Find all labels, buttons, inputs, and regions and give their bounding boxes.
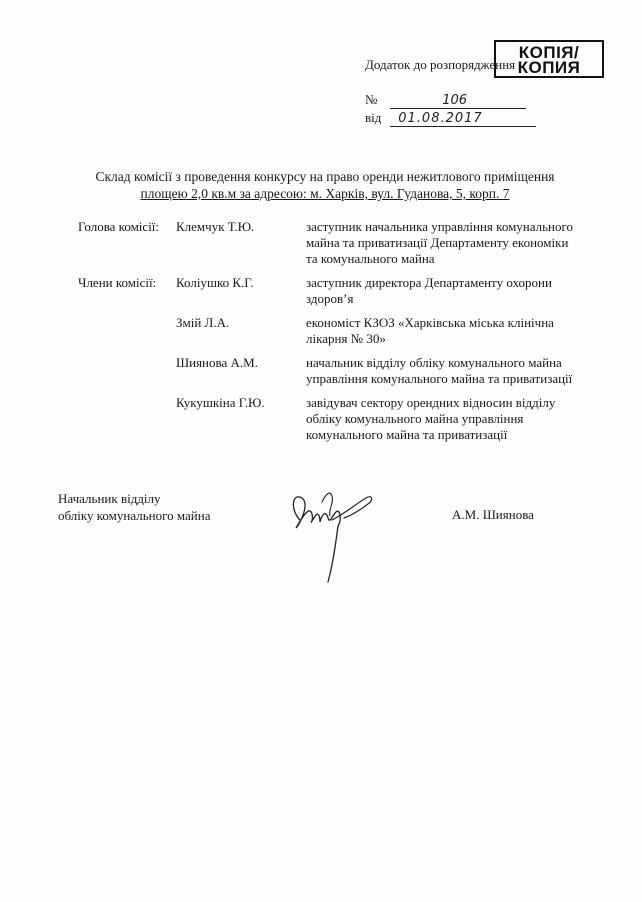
number-value: 106 bbox=[390, 94, 526, 109]
commission-list bbox=[78, 219, 598, 451]
member-name: Шиянова А.М. bbox=[176, 355, 258, 370]
signatory-title-line-2: обліку комунального майна bbox=[58, 508, 211, 523]
signatory-title-line-1: Начальник відділу bbox=[58, 491, 161, 506]
commission-row bbox=[78, 275, 598, 307]
member-position: начальник відділу обліку комунального майна управління комунального майна та приватизації bbox=[306, 355, 573, 386]
member-position: заступник директора Департаменту охорони здоров’я bbox=[306, 275, 552, 306]
document-title bbox=[60, 168, 590, 202]
member-role: Члени комісії: bbox=[78, 275, 157, 290]
date-label: від bbox=[365, 110, 382, 125]
commission-row bbox=[78, 315, 598, 347]
annex-label: Додаток до розпорядження bbox=[365, 57, 516, 72]
member-position: заступник начальника управління комунального майна та приватизації Департаменту економіки та комунального майна bbox=[306, 219, 574, 266]
handwritten-signature bbox=[286, 480, 386, 590]
commission-row bbox=[78, 355, 598, 387]
member-name: Коліушко К.Г. bbox=[176, 275, 254, 290]
commission-row bbox=[78, 219, 598, 267]
member-position: завідувач сектору орендних відносин відділу обліку комунального майна управління комунального майна та приватизації bbox=[306, 395, 556, 442]
order-number bbox=[365, 92, 526, 109]
commission-row bbox=[78, 395, 598, 443]
member-role bbox=[78, 315, 176, 347]
stamp-line-2: КОПИЯ bbox=[517, 58, 581, 77]
title-line-1: Склад комісії з проведення конкурсу на право оренди нежитлового приміщення bbox=[95, 169, 555, 184]
signatory-title bbox=[58, 490, 210, 524]
member-name: Кукушкіна Г.Ю. bbox=[176, 395, 265, 410]
order-date bbox=[365, 110, 536, 127]
member-role bbox=[78, 355, 176, 387]
member-role bbox=[78, 395, 176, 443]
signatory-name: А.М. Шиянова bbox=[452, 507, 534, 522]
member-name: Змій Л.А. bbox=[176, 315, 230, 330]
number-label: № bbox=[365, 92, 378, 107]
member-role: Голова комісії: bbox=[78, 219, 160, 234]
stamp-line-1: КОПІЯ/ bbox=[518, 43, 580, 62]
member-position: економіст КЗОЗ «Харківська міська клінічна лікарня № 30» bbox=[306, 315, 554, 346]
date-value: 01.08.2017 bbox=[390, 112, 536, 127]
member-name: Клемчук Т.Ю. bbox=[176, 219, 255, 234]
title-line-2: площею 2,0 кв.м за адресою: м. Харків, вул. Гуданова, 5, корп. 7 bbox=[140, 186, 510, 201]
